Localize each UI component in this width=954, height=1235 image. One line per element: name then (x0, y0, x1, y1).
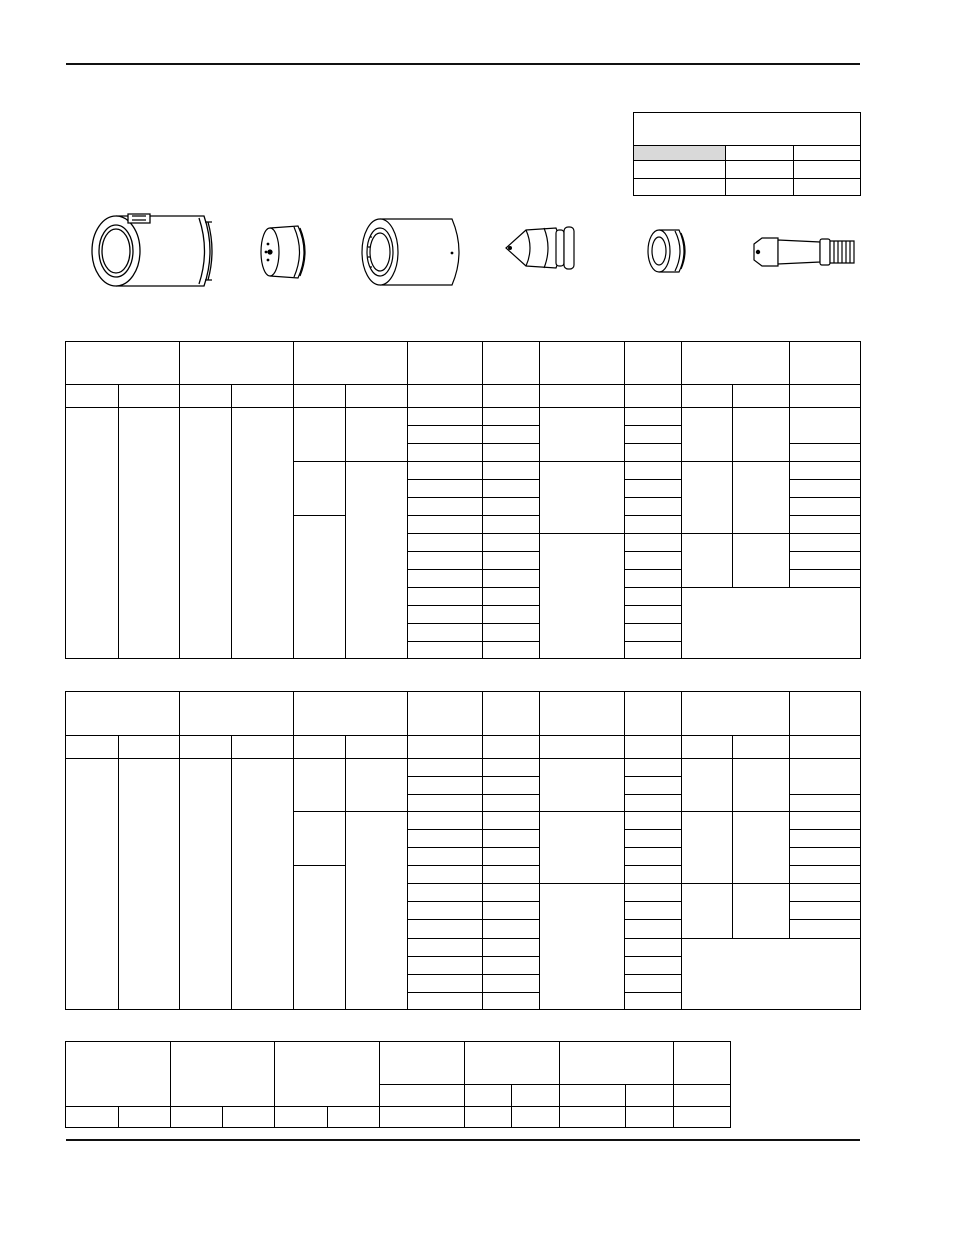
process-table-1 (65, 341, 862, 661)
footer-rule (66, 1139, 860, 1141)
legend-table-shaded-cell (634, 146, 726, 161)
nozzle-icon (504, 220, 578, 276)
legend-table (633, 112, 861, 196)
process-table-3 (65, 1041, 733, 1130)
shield-retaining-cap-icon (86, 208, 218, 294)
nozzle-retaining-cap-icon (358, 213, 466, 291)
swirl-ring-icon (645, 227, 691, 275)
row-lines (293, 777, 861, 993)
row-lines (293, 426, 861, 642)
electrode-icon (750, 232, 856, 272)
process-table-2 (65, 691, 862, 1013)
shield-icon (260, 222, 312, 282)
header-rule (66, 63, 860, 65)
